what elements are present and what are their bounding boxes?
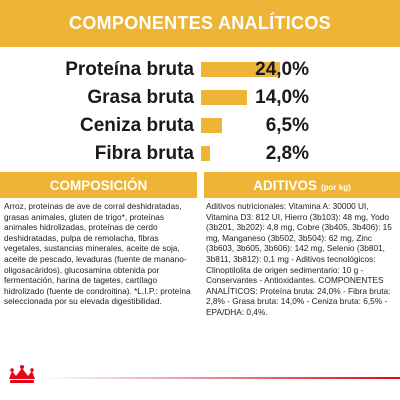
banner-title: COMPONENTES ANALÍTICOS bbox=[69, 13, 331, 33]
analytic-label: Fibra bruta bbox=[94, 143, 194, 164]
additives-banner bbox=[204, 172, 400, 198]
analytic-label: Ceniza bruta bbox=[79, 115, 194, 136]
additives-title: ADITIVOS bbox=[253, 177, 317, 193]
analytic-value: 14,0% bbox=[255, 87, 309, 108]
composition-banner bbox=[0, 172, 197, 198]
additives-text: Aditivos nutricionales: Vitamina A: 30000 UI, Vitamina D3: 812 UI, Hierro (3b103): 48 mg, Yodo (3b201, 3b202): 4,8 mg, Cobre (3b405, 3b406): 15 mg, Manganeso (3b502, 3b504): 62 mg, Zinc (3b603, 3b605, 3b606): 142 mg, Selenio (3b801, 3b811, 3b812): 0,1 mg - Aditivos tecnológicos: Clinoptilolita de origen sedimentario: 10 g - Conservantes - Antioxidantes. COMPONENTES ANALÍTICOS: Proteína bruta: 24,0% - Fibra bruta: 2,8% - Grasa bruta: 14,0% - Ceniza bruta: 6,5% - EPA/DHA: 0,4%. bbox=[206, 201, 392, 317]
additives-unit: (por kg) bbox=[320, 182, 351, 192]
composition-text: Arroz, proteínas de ave de corral deshidratadas, grasas animales, gluten de trigo*, proteínas animales hidrolizadas, proteínas de cerdo deshidratadas, pulpa de remolacha, fibras vegetales, sustancias minerales, aceite de soja, aceite de pescado, levaduras (fuente de manano-oligosacáridos), glucosamina obtenida por fermentación, harina de tagetes, cartílago hidrolizado (fuente de condroitina). *L.I.P.: proteína seleccionada por su elevada digestibilidad. bbox=[4, 201, 191, 307]
analytic-row bbox=[0, 114, 400, 138]
footer-gradient-line bbox=[42, 377, 400, 379]
analytic-row bbox=[0, 142, 400, 166]
analytic-components-banner bbox=[0, 0, 400, 47]
analytic-value: 2,8% bbox=[265, 143, 309, 164]
analytic-bar bbox=[201, 118, 222, 133]
analytic-value: 6,5% bbox=[265, 115, 309, 136]
analytic-row bbox=[0, 58, 400, 82]
royal-canin-crown-logo bbox=[0, 355, 44, 399]
analytic-label: Grasa bruta bbox=[87, 87, 194, 108]
analytic-bar bbox=[201, 90, 247, 105]
composition-title: COMPOSICIÓN bbox=[49, 177, 148, 193]
analytic-label: Proteína bruta bbox=[65, 59, 194, 80]
analytic-bar bbox=[201, 146, 210, 161]
analytic-value: 24,0% bbox=[255, 59, 309, 80]
analytic-row bbox=[0, 86, 400, 110]
